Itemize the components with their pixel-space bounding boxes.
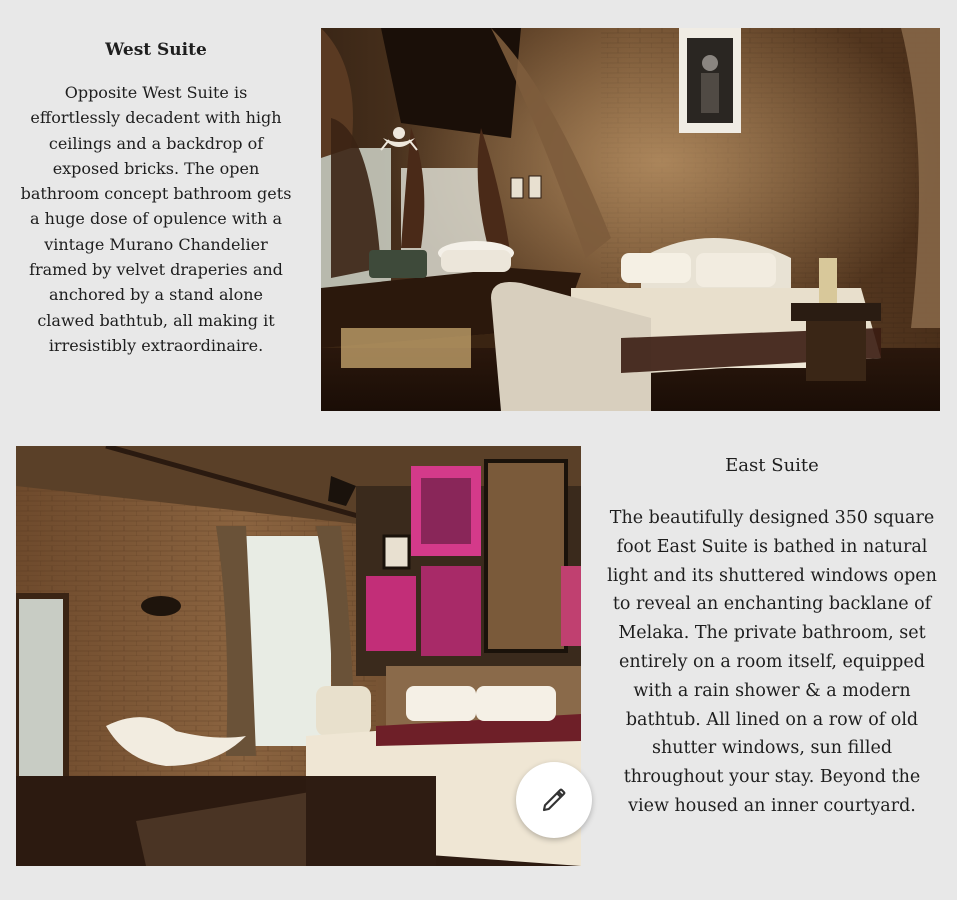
- west-suite-description: Opposite West Suite is effortlessly decadent with high ceilings and a backdrop of exposed bricks. The open bathroom concept bathroom gets a huge dose of opulence with a vintage Murano Chandelier framed by velvet draperies and anchored by a stand alone clawed bathtub, all making it irresistibly extraordinaire.: [20, 83, 292, 355]
- east-suite-text: [606, 454, 938, 821]
- west-suite-image: [321, 28, 940, 411]
- west-suite-title: West Suite: [105, 40, 207, 60]
- east-suite-photo: [16, 446, 581, 866]
- pencil-icon: [539, 785, 569, 815]
- east-suite-title: East Suite: [725, 455, 819, 476]
- west-suite-text: [20, 38, 292, 358]
- edit-button[interactable]: [516, 762, 592, 838]
- east-suite-description: The beautifully designed 350 square foot East Suite is bathed in natural light and its shuttered windows open to reveal an enchanting backlane of Melaka. The private bathroom, set entirely on a room itself, equipped with a rain shower & a modern bathtub. All lined on a row of old shutter windows, sun filled throughout your stay. Beyond the view housed an inner courtyard.: [607, 508, 937, 816]
- west-suite-photo: [321, 28, 940, 411]
- east-suite-image: [16, 446, 581, 866]
